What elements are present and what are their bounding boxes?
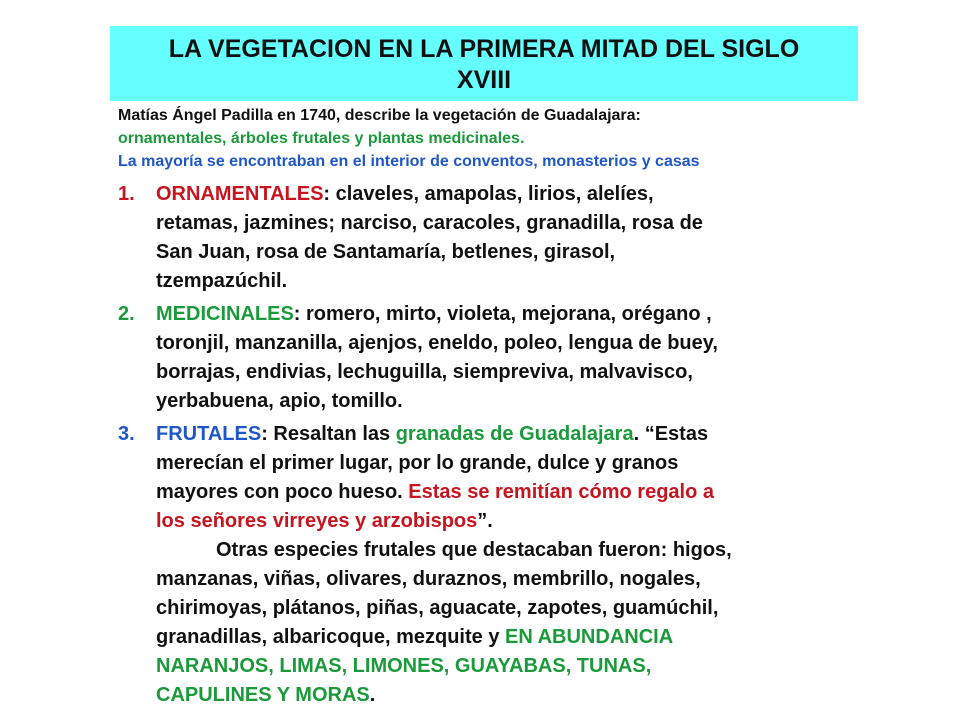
title-line-1: LA VEGETACION EN LA PRIMERA MITAD DEL SIGLO [168, 35, 800, 63]
item-line: merecían el primer lugar, por lo grande, dulce y granos [156, 452, 679, 474]
highlight-granadas: granadas de Guadalajara [395, 423, 634, 445]
list-number: 2. [118, 303, 135, 325]
intro-paragraph [118, 104, 858, 173]
item-line [156, 420, 838, 449]
intro-line-3: La mayoría se encontraban en el interior de conventos, monasterios y casas [118, 153, 700, 170]
item-line [156, 180, 838, 209]
list-number: 3. [118, 423, 135, 445]
highlight-abundancia: EN ABUNDANCIA [505, 626, 674, 648]
item-line [156, 478, 838, 507]
category-label-medicinales: MEDICINALES [156, 303, 294, 325]
item-line: chirimoyas, plátanos, piñas, aguacate, zapotes, guamúchil, [156, 597, 719, 619]
item-line: tzempazúchil. [156, 270, 288, 292]
item-text: . “Estas [633, 423, 709, 445]
list-item-frutales [118, 420, 838, 710]
highlight-regalo: Estas se remitían cómo regalo a [408, 481, 714, 503]
item-line [156, 623, 838, 652]
item-text: . [369, 684, 376, 706]
intro-line-1: Matías Ángel Padilla en 1740, describe la vegetación de Guadalajara: [118, 107, 641, 124]
list-item-medicinales [118, 300, 838, 416]
title-line-2: XVIII [456, 66, 512, 94]
item-text: mayores con poco hueso. [156, 481, 409, 503]
intro-line-2: ornamentales, árboles frutales y plantas medicinales. [118, 130, 525, 147]
item-text: : claveles, amapolas, lirios, alelíes, [323, 183, 654, 205]
item-line [156, 300, 838, 329]
item-line-indented: Otras especies frutales que destacaban fueron: higos, [216, 539, 732, 561]
item-line: manzanas, viñas, olivares, duraznos, membrillo, nogales, [156, 568, 701, 590]
item-text: granadillas, albaricoque, mezquite y [156, 626, 505, 648]
item-line: borrajas, endivias, lechuguilla, siempreviva, malvavisco, [156, 361, 693, 383]
item-text: : Resaltan las [261, 423, 396, 445]
category-label-frutales: FRUTALES [156, 423, 262, 445]
highlight-virreyes: los señores virreyes y arzobispos [156, 510, 478, 532]
item-line: San Juan, rosa de Santamaría, betlenes, girasol, [156, 241, 616, 263]
item-line: yerbabuena, apio, tomillo. [156, 390, 403, 412]
plant-category-list [118, 180, 838, 714]
item-text: ”. [477, 510, 493, 532]
category-label-ornamentales: ORNAMENTALES [156, 183, 324, 205]
item-line: NARANJOS, LIMAS, LIMONES, GUAYABAS, TUNAS, [156, 655, 652, 677]
item-line: toronjil, manzanilla, ajenjos, eneldo, poleo, lengua de buey, [156, 332, 718, 354]
slide-title [110, 26, 858, 101]
item-line [156, 507, 838, 536]
item-line [156, 681, 838, 710]
highlight-capulines: CAPULINES Y MORAS [156, 684, 370, 706]
item-text: : romero, mirto, violeta, mejorana, orégano , [293, 303, 712, 325]
list-item-ornamentales [118, 180, 838, 296]
list-number: 1. [118, 183, 135, 205]
item-line: retamas, jazmines; narciso, caracoles, granadilla, rosa de [156, 212, 703, 234]
